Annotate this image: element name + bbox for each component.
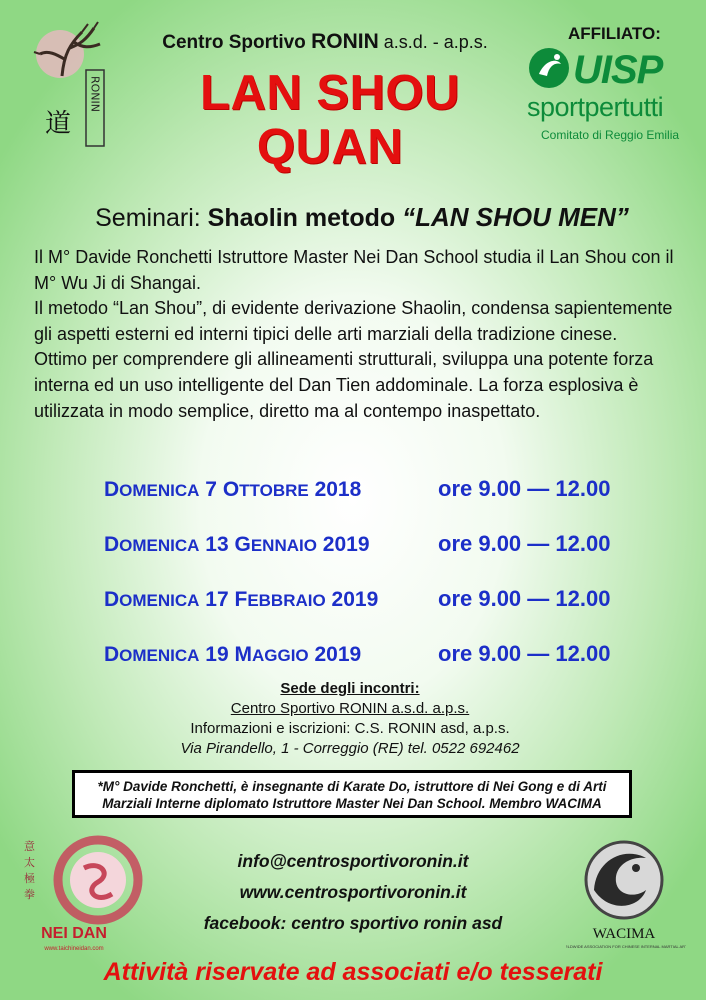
svg-text:極: 極 bbox=[24, 872, 35, 885]
uisp-logo bbox=[525, 46, 685, 146]
venue-block bbox=[100, 679, 600, 759]
neidan-url: www.taichineidan.com bbox=[44, 946, 104, 952]
title-line-1: LAN SHOU bbox=[200, 66, 460, 120]
wacima-logo bbox=[566, 832, 686, 962]
wacima-name: WACIMA bbox=[592, 926, 656, 942]
ronin-logo bbox=[22, 14, 112, 154]
time-label: ore 9.00 — 12.00 bbox=[438, 531, 611, 556]
wacima-sub: WORLDWIDE ASSOCIATION FOR CHINESE INTERNAL MARTIAL ARTS bbox=[566, 944, 686, 949]
description-paragraph: Il M° Davide Ronchetti Istruttore Master Nei Dan School studia il Lan Shou con il M° Wu Ji di Shangai. bbox=[34, 247, 674, 293]
footer-notice: Attività riservate ad associati e/o tesserati bbox=[103, 958, 603, 986]
date-row bbox=[104, 533, 664, 588]
main-title bbox=[150, 66, 510, 174]
date-label: DOMENICA 17 FEBBRAIO 2019 bbox=[104, 588, 379, 611]
date-row bbox=[104, 478, 664, 533]
seminar-topic: Shaolin metodo bbox=[207, 204, 403, 232]
runner-icon bbox=[527, 46, 571, 90]
uisp-committee: Comitato di Reggio Emilia bbox=[541, 128, 680, 142]
description bbox=[34, 245, 684, 424]
date-label: DOMENICA 13 GENNAIO 2019 bbox=[104, 533, 370, 556]
description-paragraph: Il metodo “Lan Shou”, di evidente derivazione Shaolin, condensa sapientemente gli aspetti esterni ed interni tipici delle arti marziali della tradizione cinese. bbox=[34, 298, 673, 344]
website-link[interactable]: www.centrosportivoronin.it bbox=[239, 882, 467, 902]
svg-text:拳: 拳 bbox=[24, 888, 35, 901]
affiliate-label: AFFILIATO: bbox=[568, 24, 661, 43]
org-suffix: a.s.d. - a.p.s. bbox=[378, 32, 488, 52]
ronin-kanji: 道 bbox=[45, 109, 72, 139]
seminar-method: “LAN SHOU MEN” bbox=[402, 202, 629, 232]
venue-info: Informazioni e iscrizioni: C.S. RONIN asd, a.p.s. bbox=[190, 720, 510, 737]
facebook-link[interactable]: facebook: centro sportivo ronin asd bbox=[203, 913, 503, 933]
ronin-vertical-text: RONIN bbox=[88, 76, 102, 113]
description-paragraph: Ottimo per comprendere gli allineamenti strutturali, sviluppa una potente forza interna ed un uso intelligente del Dan Tien addominale. La forza esplosiva è utilizzata in modo semplice, diretto ma al contempo inaspettato. bbox=[34, 349, 654, 421]
venue-address: Via Pirandello, 1 - Correggio (RE) tel. 0522 692462 bbox=[180, 740, 520, 757]
neidan-logo bbox=[20, 830, 150, 960]
contacts bbox=[170, 846, 536, 939]
time-label: ore 9.00 — 12.00 bbox=[438, 476, 611, 501]
org-prefix: Centro Sportivo bbox=[162, 32, 312, 53]
date-label: DOMENICA 7 OTTOBRE 2018 bbox=[104, 478, 362, 501]
venue-heading: Sede degli incontri: bbox=[280, 680, 420, 697]
title-line-2: QUAN bbox=[256, 120, 404, 174]
neidan-name: NEI DAN bbox=[41, 925, 107, 942]
org-name: RONIN bbox=[311, 30, 379, 53]
seminar-heading bbox=[32, 202, 692, 233]
uisp-brand: UISP bbox=[573, 48, 663, 92]
time-label: ore 9.00 — 12.00 bbox=[438, 586, 611, 611]
instructor-note: *M° Davide Ronchetti, è insegnante di Karate Do, istruttore di Nei Gong e di Arti Marziali Interne diplomato Istruttore Master Nei Dan School. Membro WACIMA bbox=[72, 770, 632, 818]
seminar-prefix: Seminari: bbox=[95, 204, 208, 232]
venue-name: Centro Sportivo RONIN a.s.d. a.p.s. bbox=[230, 700, 470, 717]
time-label: ore 9.00 — 12.00 bbox=[438, 641, 611, 666]
email-link[interactable]: info@centrosportivoronin.it bbox=[237, 851, 469, 871]
date-row bbox=[104, 588, 664, 643]
date-list bbox=[104, 478, 664, 698]
svg-text:太: 太 bbox=[24, 856, 35, 869]
org-header bbox=[120, 30, 530, 54]
uisp-tagline: sportpertutti bbox=[527, 92, 664, 122]
svg-text:意: 意 bbox=[24, 840, 35, 853]
date-label: DOMENICA 19 MAGGIO 2019 bbox=[104, 643, 362, 666]
